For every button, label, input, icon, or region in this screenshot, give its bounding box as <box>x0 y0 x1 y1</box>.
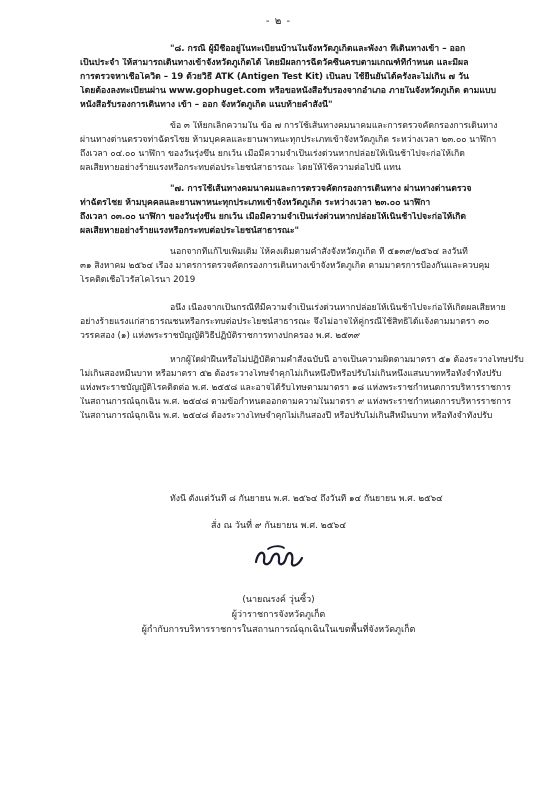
clause-8-line: "๘. กรณี ผู้มีชื่ออยู่ในทะเบียนบ้านในจังหวัดภูเก็ตและพังงา ที่เดินทางเข้า – ออก <box>170 44 466 54</box>
clause-8-line: เป็นประจำ ให้สามารถเดินทางเข้าจังหวัดภูเก็ตได้ โดยมีผลการฉีดวัคซีนครบตามเกณฑ์ที่กำหนด และมีผล <box>80 58 469 68</box>
signing-date: สั่ง ณ วันที่ ๙ กันยายน พ.ศ. ๒๕๖๔ <box>210 521 347 531</box>
signer-title: ผู้ว่าราชการจังหวัดภูเก็ต <box>231 610 326 620</box>
effective-period: ทั้งนี้ ตั้งแต่วันที่ ๘ กันยายน พ.ศ. ๒๕๖๔ ถึงวันที่ ๑๔ กันยายน พ.ศ. ๒๕๖๔ <box>170 494 443 504</box>
penalty-line: ในสถานการณ์ฉุกเฉิน พ.ศ. ๒๕๔๘ ตามข้อกำหนดออกตามความในมาตรา ๙ แห่งพระราชกำหนดการบริหารราชการ <box>80 397 512 407</box>
penalty-line: หากผู้ใดฝ่าฝืนหรือไม่ปฏิบัติตามคำสั่งฉบับนี้ อาจเป็นความผิดตามมาตรา ๕๑ ต้องระวางโทษปรับ <box>170 355 524 365</box>
clause-7-line: "๗. การใช้เส้นทางคมนาคมและการตรวจคัดกรองการเดินทาง ผ่านทางด่านตรวจ <box>170 184 472 194</box>
clause-8-line: การตรวจหาเชื้อโควิด – 19 ด้วยวิธี ATK (Antigen Test Kit) เป็นลบ ใช้ยืนยันได้ครั้งละไม่เกิน ๗ วัน <box>80 72 469 82</box>
clause-3-line: ผลเสียหายอย่างร้ายแรงหรือกระทบต่อประโยชน์สาธารณะ โดยให้ใช้ความต่อไปนี้ แทน <box>80 163 401 173</box>
handwritten-signature <box>250 540 310 574</box>
penalty-line: ไม่เกินสองหมื่นบาท หรือมาตรา ๕๒ ต้องระวางโทษจำคุกไม่เกินหนึ่งปีหรือปรับไม่เกินหนึ่งแสนบาทหรือทั้งจำทั้งปรับ <box>80 369 502 379</box>
clause-3-line: ข้อ ๓ ให้ยกเลิกความใน ข้อ ๗ การใช้เส้นทางคมนาคมและการตรวจคัดกรองการเดินทาง <box>170 121 498 131</box>
clause-7-line: ผลเสียหายอย่างร้ายแรงหรือกระทบต่อประโยชน์สาธารณะ" <box>80 226 300 236</box>
clause-3-line: ผ่านทางด่านตรวจท่าฉัตรไชย ห้ามบุคคลและยานพาหนะทุกประเภทเข้าจังหวัดภูเก็ต ระหว่างเวลา ๒๓.๐๐ นาฬิกา <box>80 135 497 145</box>
urgency-line: วรรคสอง (๑) แห่งพระราชบัญญัติวิธีปฏิบัติราชการทางปกครอง พ.ศ. ๒๕๓๙ <box>80 331 361 341</box>
penalty-line: ในสถานการณ์ฉุกเฉิน พ.ศ. ๒๕๔๘ ต้องระวางโทษจำคุกไม่เกินสองปี หรือปรับไม่เกินสี่หมื่นบาท หรือทั้งจำทั้งปรับ <box>80 411 493 421</box>
clause-3-line: ถึงเวลา ๐๔.๐๐ นาฬิกา ของวันรุ่งขึ้น ยกเว้น เมื่อมีความจำเป็นเร่งด่วนหากปล่อยให้เนิ่นช้าไปจะก่อให้เกิด <box>80 149 465 159</box>
amendment-line: นอกจากที่แก้ไขเพิ่มเติม ให้คงเดิมตามคำสั่งจังหวัดภูเก็ต ที่ ๕๑๓๙/๒๕๖๔ ลงวันที่ <box>170 247 468 257</box>
clause-8-line: หนังสือรับรองการเดินทาง เข้า – ออก จังหวัดภูเก็ต แนบท้ายคำสั่งนี้" <box>80 100 333 110</box>
amendment-line: ๓๑ สิงหาคม ๒๕๖๔ เรื่อง มาตรการตรวจคัดกรองการเดินทางเข้าจังหวัดภูเก็ต ตามมาตรการป้องกันและควบคุม <box>80 261 490 271</box>
urgency-line: อย่างร้ายแรงแก่สาธารณชนหรือกระทบต่อประโยชน์สาธารณะ จึงไม่อาจให้คู่กรณีใช้สิทธิได้แจ้งตามมาตรา ๓๐ <box>80 317 490 327</box>
page-number: - ๒ - <box>265 16 292 27</box>
penalty-line: แห่งพระราชบัญญัติโรคติดต่อ พ.ศ. ๒๕๕๘ และอาจได้รับโทษตามมาตรา ๑๘ แห่งพระราชกำหนดการบริหารราชการ <box>80 383 511 393</box>
clause-7-line: ท่าฉัตรไชย ห้ามบุคคลและยานพาหนะทุกประเภทเข้าจังหวัดภูเก็ต ระหว่างเวลา ๒๓.๐๐ นาฬิกา <box>80 198 431 208</box>
amendment-line: โรคติดเชื้อไวรัสโคโรนา 2019 <box>80 275 196 285</box>
clause-7-line: ถึงเวลา ๐๓.๐๐ นาฬิกา ของวันรุ่งขึ้น ยกเว้น เมื่อมีความจำเป็นเร่งด่วนหากปล่อยให้เนิ่นช้าไปจะก่อให้เกิด <box>80 212 467 222</box>
urgency-line: อนึ่ง เนื่องจากเป็นกรณีที่มีความจำเป็นเร่งด่วนหากปล่อยให้เนิ่นช้าไปจะก่อให้เกิดผลเสียหาย <box>170 303 506 313</box>
signer-authority: ผู้กำกับการบริหารราชการในสถานการณ์ฉุกเฉินในเขตพื้นที่จังหวัดภูเก็ต <box>141 625 416 635</box>
clause-8-line: โดยต้องลงทะเบียนผ่าน www.gophuget.com หรือขอหนังสือรับรองจากอำเภอ ภายในจังหวัดภูเก็ต ตามแบบ <box>80 86 496 96</box>
signer-name: (นายณรงค์ วุ่นซิ้ว) <box>242 595 315 605</box>
